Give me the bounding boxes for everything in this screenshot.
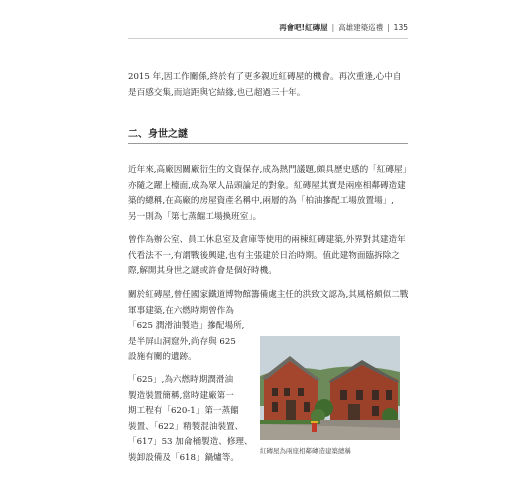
- page-number: 135: [393, 23, 408, 32]
- intro-paragraph: [128, 70, 408, 101]
- running-header: [279, 22, 408, 33]
- photo-illustration: [260, 336, 400, 440]
- red-brick-house-photo: [260, 336, 400, 440]
- paragraph-1: [128, 163, 412, 225]
- text-line: 際,解開其身世之謎或許會是個好時機。: [128, 266, 277, 276]
- section-rule: [128, 143, 408, 144]
- text-line: 亦隨之躍上檯面,成為眾人品頭論足的對象。紅磚屋其實是兩座相鄰磚造建: [128, 180, 406, 191]
- text-line: 2015 年,因工作關係,終於有了更多親近紅磚屋的機會。再次重逢,心中自: [128, 72, 402, 82]
- section-heading: 二、身世之謎: [128, 129, 188, 140]
- text-line: 期工程有「620-1」第一蒸餾: [128, 406, 239, 416]
- text-line: 曾作為辦公室、員工休息室及倉庫等使用的兩棟紅磚建築,外界對其建造年: [128, 235, 406, 245]
- text-line: 近年來,高廠因關廠衍生的文資保存,成為熱門議題,頗具歷史感的「紅磚屋」: [128, 165, 412, 175]
- text-line: 是百感交集,而這距與它結緣,也已超過三十年。: [128, 87, 306, 98]
- text-line: 是半屏山洞窟外,尚存與 625: [128, 336, 236, 347]
- book-title: 再會吧!紅磚屋: [279, 23, 328, 32]
- text-line: 製造裝置簡稱,當時建廠第一: [128, 390, 234, 401]
- text-line: 「617」53 加侖桶製造、修理、: [128, 437, 253, 447]
- text-line: 軍事建築,在六燃時期曾作為: [128, 305, 234, 316]
- photo-caption: 紅磚屋為兩座相鄰磚造建築總稱: [260, 447, 351, 455]
- text-line: 關於紅磚屋,曾任國家鐵道博物館籌備處主任的洪致文認為,其風格頗似二戰: [128, 290, 409, 300]
- text-line: 設施有關的遺跡。: [128, 352, 197, 362]
- paragraph-4: [128, 373, 253, 466]
- text-line: 「625」,為六燃時期潤滑油: [128, 375, 234, 385]
- text-line: 築的總稱,在高廠的房屋資產名稱中,兩層的為「柏油摻配工場放置場」,: [128, 196, 395, 206]
- text-line: 另一則為「第七蒸餾工場換班室」。: [128, 211, 262, 222]
- text-line: 「625 潤滑油製造」摻配場所,: [128, 321, 245, 331]
- header-separator-2: |: [387, 23, 390, 32]
- chapter-title: 高雄建築巡禮: [338, 23, 384, 32]
- text-line: 裝卸設備及「618」鍋爐等。: [128, 452, 239, 463]
- header-rule: [128, 38, 408, 39]
- paragraph-2: [128, 233, 408, 280]
- text-line: 裝置、「622」精製混油裝置、: [128, 421, 244, 432]
- header-separator: |: [331, 23, 335, 32]
- text-line: 代看法不一,有謂戰後興建,也有主張建於日治時期。值此建物面臨拆除之: [128, 250, 400, 261]
